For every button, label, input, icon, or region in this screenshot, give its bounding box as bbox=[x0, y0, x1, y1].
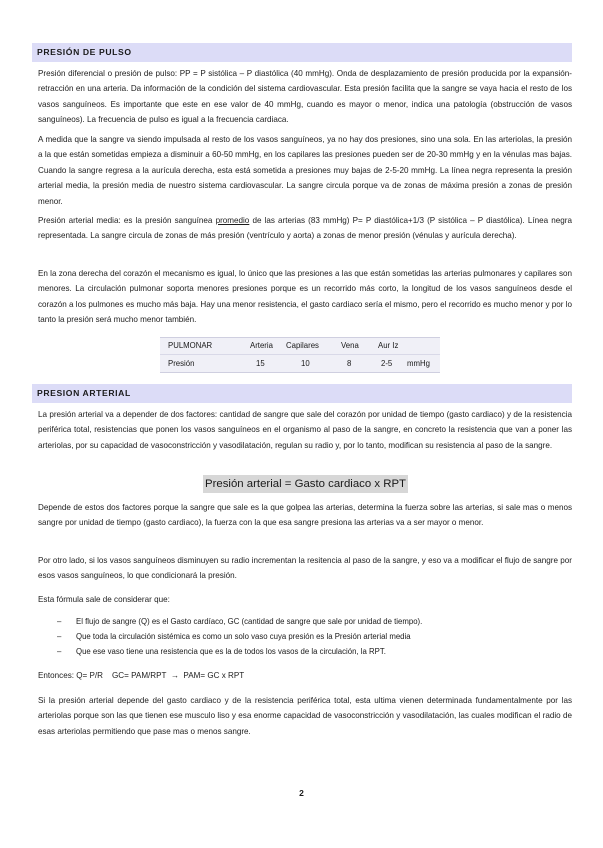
bullet-dash: – bbox=[57, 617, 62, 626]
bullet-dash: – bbox=[57, 647, 62, 657]
paragraph-vessel-radius: Por otro lado, si los vasos sanguíneos disminuyen su radio incrementan la resitencia al paso de la sangre, y eso va a modificar el flujo de sangre por esos vasos sanguíneos, lo que condicionará la presión. bbox=[38, 556, 572, 581]
table-row bbox=[160, 355, 440, 372]
table-header-cell: PULMONAR bbox=[168, 341, 213, 350]
table-cell: 2-5 bbox=[381, 359, 393, 368]
paragraph-cardiac-output: Depende de estos dos factores porque la sangre que sale es la que golpea las arterias, determina la fuerza sobre las arterias, si sale mas o menos sangre por unidad de tiempo (gasto cardiaco), la fuerza con la que esa sangre presiona las arterias va a ser mayor o menor. bbox=[38, 503, 572, 528]
bullet-dash: – bbox=[57, 632, 62, 642]
paragraph-pulse-definition: Presión diferencial o presión de pulso: PP = P sistólica – P diastólica (40 mmHg). Onda de desplazamiento de presión producida por la expansión-retracción en una arteria. Da información de la condición del sistema cardiovascular. Esta presión facilita que la sangre se vaya hacia el resto de los vasos sanguíneos. Es importante que este en ese valor de 40 mmHg, cuando es mayor o menor, indica una patología (obstrucción de vasos sanguíneos). La frecuencia de pulso es igual a la frecuencia cardiaca. bbox=[38, 69, 572, 125]
list-item: – Que ese vaso tiene una resistencia que es la de todos los vasos de la circulación, la RPT. bbox=[38, 644, 572, 659]
table-cell: Presión bbox=[168, 359, 195, 368]
paragraph-peripheral-resistance: Si la presión arterial depende del gasto cardiaco y de la resistencia periférica total, esta ultima vienen determinada fundamentalmente por las arteriolas porque son las que tienen ese musculo liso y esa enorme capacidad de vasoconstricción y vasodilatación, las cuales modifican el radio de esas arteriolas permitiendo que pase mas o menos sangre. bbox=[38, 696, 572, 736]
list-item: – El flujo de sangre (Q) es el Gasto cardíaco, GC (cantidad de sangre que sale por unidad de tiempo). bbox=[38, 614, 572, 629]
table-cell: 15 bbox=[256, 359, 265, 368]
paragraph-pressure-gradient: A medida que la sangre va siendo impulsada al resto de los vasos sanguíneos, ya no hay dos presiones, sino una sola. En las arteriolas, la presión a la que están sometidas empieza a disminuir a 60-50 mmHg, en los capilares las presiones pueden ser de 20-30 mmHg y en la vénulas mas bajas. Cuando la sangre regresa a la aurícula derecha, esta está sometida a presiones muy bajas de 2-5-20 mmHg. La línea negra representa la presión arterial media, la presión media de nuestro sistema cardiovascular. La sangre circula porque va de zonas de máxima presión a zonas de presión menor. bbox=[38, 135, 572, 206]
underlined-word: promedio bbox=[215, 216, 250, 225]
table-cell: 10 bbox=[301, 359, 310, 368]
paragraph-formula-intro: Esta fórmula sale de considerar que: bbox=[38, 595, 170, 604]
section-heading-arterial: PRESION ARTERIAL bbox=[32, 384, 572, 403]
table-header-cell: Vena bbox=[341, 341, 359, 350]
section-heading-pulse: PRESIÓN DE PULSO bbox=[32, 43, 572, 62]
list-item: – Que toda la circulación sistémica es como un solo vaso cuya presión es la Presión arterial media bbox=[38, 629, 572, 644]
assumptions-list bbox=[38, 614, 572, 660]
pulmonary-pressure-table bbox=[160, 337, 440, 373]
table-header-cell: Capilares bbox=[286, 341, 319, 350]
equation-line: Entonces: Q= P/R GC= PAM/RPT → PAM= GC x RPT bbox=[38, 671, 245, 680]
paragraph-pulmonary-circulation: En la zona derecha del corazón el mecanismo es igual, lo único que las presiones a las que están sometidas las arterias pulmonares y capilares son menores. La circulación pulmonar soporta menores presiones porque es un recorrido más corto, la longitud de los vasos sanguíneos desde el corazón a los pulmones es mucho más baja. Hay una menor resistencia, el gasto cardiaco sería el mismo, pero el recorrido es mucho menor y por lo tanto la presión será mucho menor también. bbox=[38, 269, 572, 325]
table-header-cell: Arteria bbox=[250, 341, 273, 350]
formula-highlight: Presión arterial = Gasto cardiaco x RPT bbox=[203, 475, 408, 493]
paragraph-arterial-factors: La presión arterial va a depender de dos factores: cantidad de sangre que sale del corazón por unidad de tiempo (gasto cardiaco) y de la resistencia periférica total, resistencias que ponen los vasos sanguíneos en el organismo al paso de la sangre, en concreto la resistencia que van a poner las arteriolas, por su capacidad de vasoconstricción y vasodilatación, regulan su radio y, por lo tanto, modifican su resistencia al paso de la sangre. bbox=[38, 410, 572, 450]
table-cell: mmHg bbox=[407, 359, 430, 368]
table-header-row bbox=[160, 338, 440, 355]
table-cell: 8 bbox=[347, 359, 352, 368]
paragraph-mean-arterial-pressure: Presión arterial media: es la presión sanguínea promedio de las arterias (83 mmHg) P= P diastólica+1/3 (P sistólica – P diastólica). Línea negra representada. La sangre circula de zonas de más presión (ventrículo y aorta) a zonas de menor presión (vénulas y aurícula derecha). bbox=[38, 216, 572, 241]
page-number: 2 bbox=[299, 788, 304, 798]
table-header-cell: Aur Iz bbox=[378, 341, 399, 350]
